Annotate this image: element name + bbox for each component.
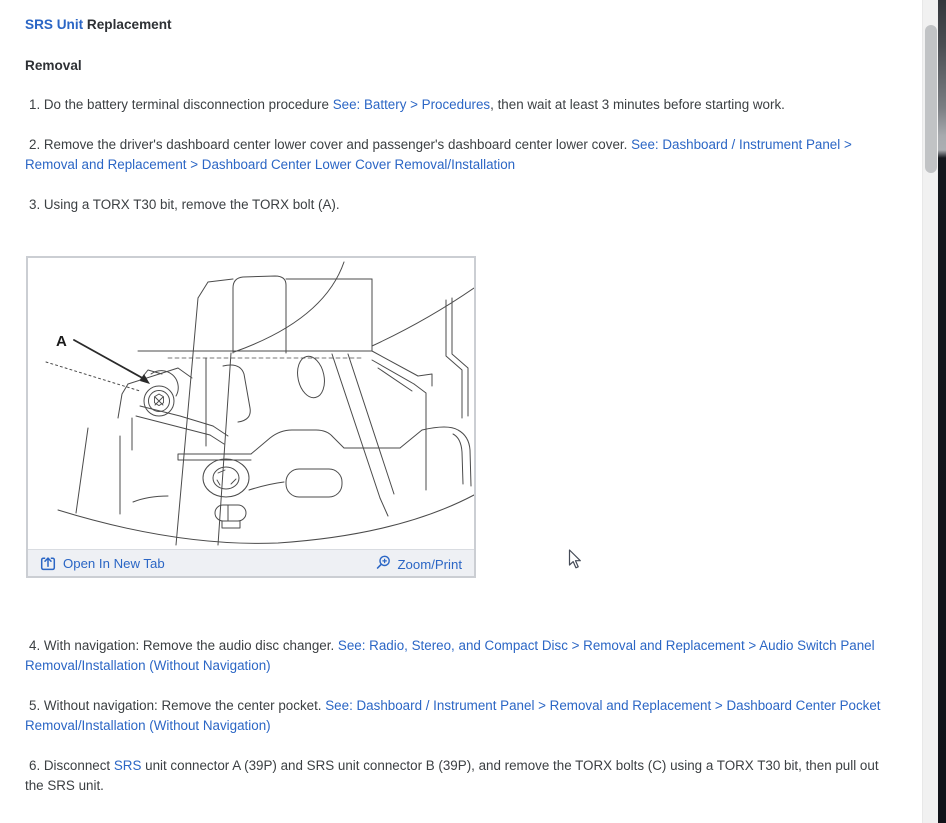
vertical-scrollbar-track[interactable] <box>922 0 938 823</box>
figure-panel <box>26 256 476 578</box>
step-text: unit connector A (39P) and SRS unit connector B (39P), and remove the TORX bolts (C) using a TORX T30 bit, then pull out the SRS unit. <box>25 758 879 793</box>
step-text: 6. Disconnect <box>29 758 114 773</box>
vertical-scrollbar-thumb[interactable] <box>925 25 937 173</box>
step-text: 3. Using a TORX T30 bit, remove the TORX bolt (A). <box>29 197 340 212</box>
procedure-link[interactable]: See: Radio, Stereo, and Compact Disc > Removal and Replacement > Audio Switch Panel Removal/Installation (Without Navigation) <box>25 638 875 673</box>
step-text: , then wait at least 3 minutes before starting work. <box>490 97 785 112</box>
step-text: 4. With navigation: Remove the audio disc changer. <box>29 638 338 653</box>
open-in-new-tab-icon <box>40 555 56 571</box>
page-title <box>25 15 172 35</box>
procedure-step-3 <box>25 195 891 215</box>
procedure-step-6 <box>25 756 891 796</box>
step-text: 2. Remove the driver's dashboard center lower cover and passenger's dashboard center lower cover. <box>29 137 632 152</box>
page-title-rest: Replacement <box>83 17 172 32</box>
zoom-print-label: Zoom/Print <box>397 557 462 572</box>
section-heading: Removal <box>25 58 82 73</box>
procedure-link[interactable]: See: Dashboard / Instrument Panel > Removal and Replacement > Dashboard Center Lower Cover Removal/Installation <box>25 137 852 172</box>
step-text: 1. Do the battery terminal disconnection procedure <box>29 97 333 112</box>
srs-unit-link[interactable]: SRS Unit <box>25 17 84 32</box>
zoom-print-button[interactable] <box>376 554 463 572</box>
procedure-step-4 <box>25 636 891 676</box>
open-in-new-tab-button[interactable] <box>40 555 165 571</box>
step-text: 5. Without navigation: Remove the center pocket. <box>29 698 326 713</box>
callout-label-a: A <box>56 333 67 350</box>
diagram-image <box>28 258 474 549</box>
procedure-link[interactable]: See: Battery > Procedures <box>332 97 491 112</box>
mouse-cursor <box>568 549 583 570</box>
window-edge-strip <box>938 0 946 823</box>
torx-bolt-diagram <box>28 258 474 549</box>
procedure-step-5 <box>25 696 891 736</box>
zoom-print-icon <box>376 555 391 571</box>
procedure-link[interactable]: SRS <box>113 758 142 773</box>
procedure-link[interactable]: See: Dashboard / Instrument Panel > Removal and Replacement > Dashboard Center Pocket Removal/Installation (Without Navigation) <box>25 698 881 733</box>
procedure-step-2 <box>25 135 891 175</box>
open-in-new-tab-label: Open In New Tab <box>63 555 165 571</box>
figure-toolbar <box>28 549 474 576</box>
procedure-step-1 <box>25 95 891 115</box>
